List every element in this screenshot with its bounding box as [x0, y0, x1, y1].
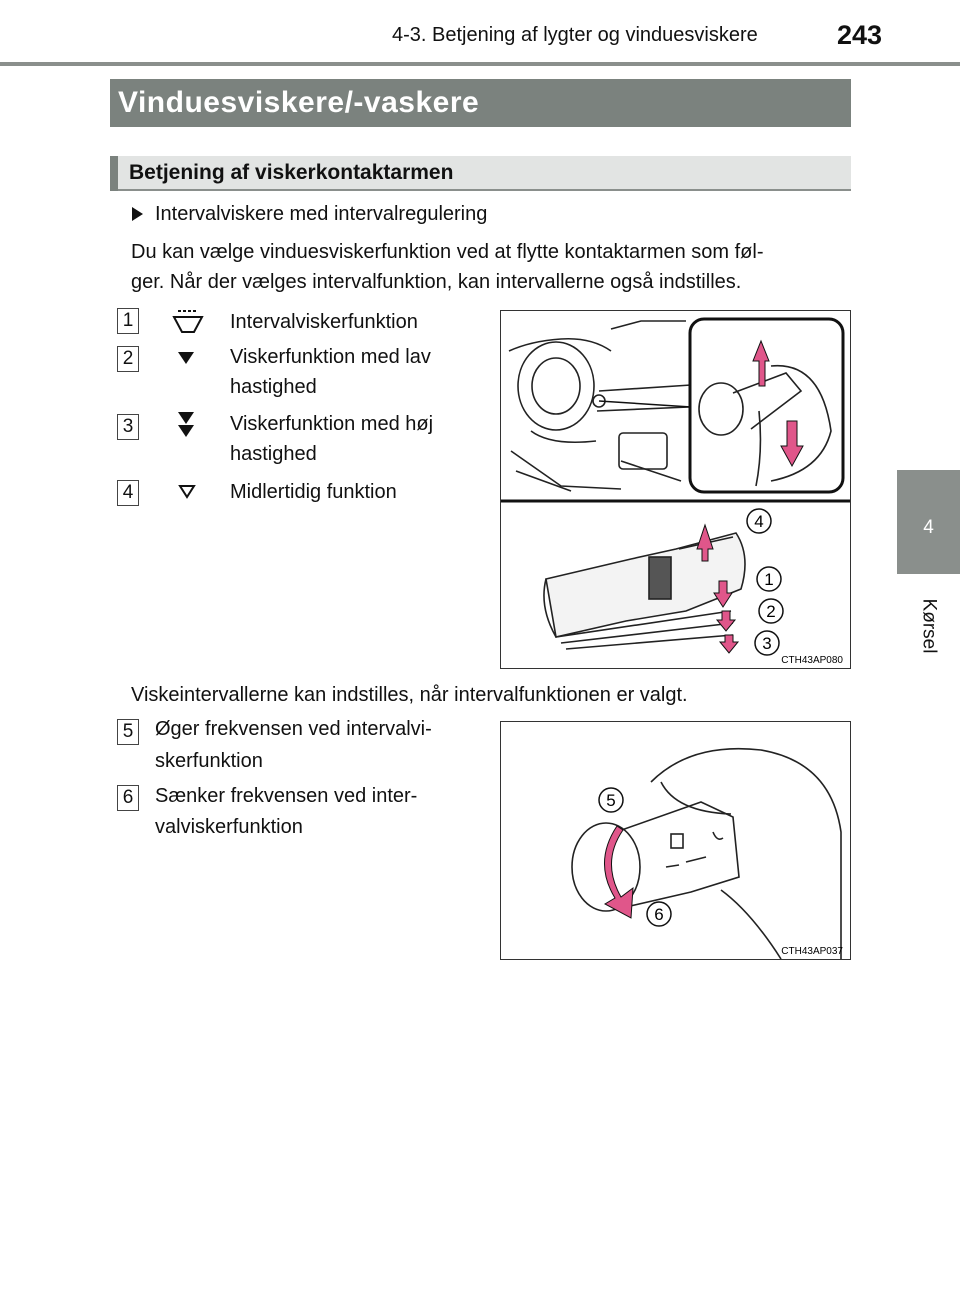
subsection-edge: [110, 156, 118, 191]
function-3-line-1: Viskerfunktion med høj: [230, 413, 434, 435]
intro-line-2: ger. Når der vælges intervalfunktion, kan intervallerne også indstilles.: [131, 271, 742, 293]
chapter-number: 4: [923, 517, 934, 538]
high-speed-icon: [176, 410, 196, 440]
bullet-text: Intervalviskere med intervalregulering: [155, 203, 488, 225]
wiper-lever-illustration: [501, 311, 850, 668]
function-1-text: Intervalviskerfunktion: [230, 311, 418, 333]
low-speed-icon: [176, 350, 196, 366]
figure1-callout-1: 1: [764, 570, 774, 589]
figure2-code: CTH43AP037: [781, 946, 843, 957]
callout-number: 1: [117, 308, 139, 334]
callout-number: 4: [117, 480, 139, 506]
adjust-6-line-1: Sænker frekvensen ved inter-: [155, 785, 418, 807]
running-header: 4-3. Betjening af lygter og vinduesviskere: [392, 24, 758, 46]
figure2-callout-5: 5: [606, 791, 616, 810]
callout-number: 5: [117, 719, 139, 745]
section-title: Vinduesviskere/-vaskere: [110, 79, 851, 127]
intro-line-1: Du kan vælge vinduesviskerfunktion ved at flytte kontaktarmen som føl-: [131, 241, 764, 263]
header-rule: [0, 62, 960, 66]
adjust-5-line-1: Øger frekvensen ved intervalvi-: [155, 718, 432, 740]
callout-number: 3: [117, 414, 139, 440]
function-2-line-1: Viskerfunktion med lav: [230, 346, 431, 368]
adjust-6-line-2: valviskerfunktion: [155, 816, 303, 838]
bullet-arrow-icon: [132, 207, 143, 221]
callout-number: 2: [117, 346, 139, 372]
function-4-text: Midlertidig funktion: [230, 481, 397, 503]
interval-knob-illustration: [501, 722, 850, 959]
function-2-line-2: hastighed: [230, 376, 317, 398]
subsection-title: Betjening af viskerkontaktarmen: [129, 161, 454, 184]
figure1-callout-3: 3: [762, 634, 772, 653]
subsection-bar: [110, 156, 851, 191]
wiper-lever-figure: [500, 310, 851, 669]
figure1-code: CTH43AP080: [781, 655, 843, 666]
intermittent-wipe-icon: [170, 308, 206, 336]
function-3-line-2: hastighed: [230, 443, 317, 465]
callout-number: 6: [117, 785, 139, 811]
chapter-label: Kørsel: [918, 598, 940, 654]
figure1-callout-2: 2: [766, 602, 776, 621]
adjust-5-line-2: skerfunktion: [155, 750, 263, 772]
chapter-label-box: [897, 588, 960, 664]
interval-note: Viskeintervallerne kan indstilles, når intervalfunktionen er valgt.: [131, 684, 688, 706]
interval-knob-figure: [500, 721, 851, 960]
figure2-callout-6: 6: [654, 905, 664, 924]
mist-icon: [178, 483, 196, 499]
page-number: 243: [836, 20, 882, 50]
figure1-callout-4: 4: [754, 512, 764, 531]
